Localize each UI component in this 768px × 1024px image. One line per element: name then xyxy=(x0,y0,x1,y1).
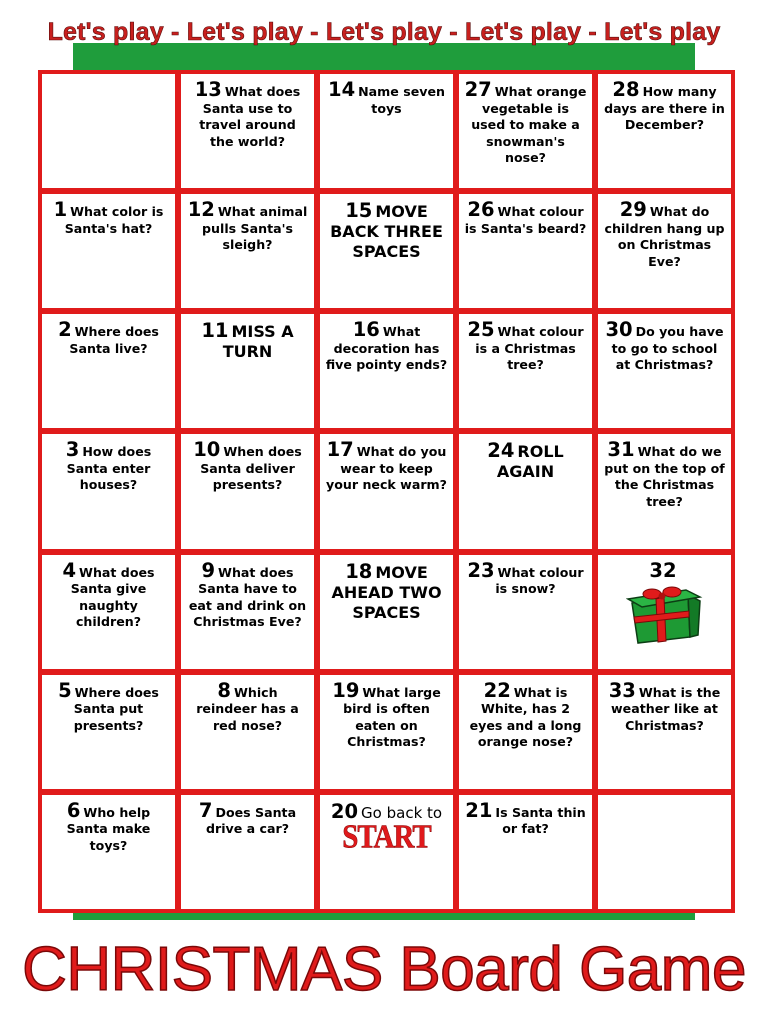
square-number: 22 xyxy=(483,678,511,702)
square-number: 10 xyxy=(193,438,221,462)
board-square xyxy=(42,434,175,548)
square-number: 25 xyxy=(467,318,495,342)
square-text: What does Santa have to eat and drink on Christmas Eve? xyxy=(188,564,307,630)
board-square xyxy=(181,314,314,428)
square-number: 11 xyxy=(201,319,229,343)
square-number: 17 xyxy=(326,438,354,462)
square-text: Is Santa thin or fat? xyxy=(495,804,586,837)
square-number: 14 xyxy=(328,78,356,101)
square-text: What is the weather like at Christmas? xyxy=(611,684,721,733)
board-square xyxy=(42,675,175,789)
square-text: What do children hang up on Christmas Eve? xyxy=(604,204,725,269)
board-square xyxy=(42,555,175,669)
board-square xyxy=(320,194,453,308)
board-square xyxy=(181,194,314,308)
board-square xyxy=(42,194,175,308)
square-number: 20 xyxy=(330,799,359,823)
board-square xyxy=(459,314,592,428)
square-text: Where does Santa put presents? xyxy=(73,684,159,733)
square-text: Where does Santa live? xyxy=(69,324,159,356)
board-square xyxy=(598,314,731,428)
board-square xyxy=(459,74,592,188)
square-text: Go back to xyxy=(361,803,443,822)
footer-title: CHRISTMAS Board Game xyxy=(22,935,746,1004)
square-number: 7 xyxy=(198,798,213,822)
square-number: 30 xyxy=(605,318,633,342)
square-number: 33 xyxy=(608,678,636,702)
header-title: Let's play - Let's play - Let's play - Let's play - Let's play xyxy=(47,18,721,46)
square-text: What decoration has five pointy ends? xyxy=(325,324,448,373)
square-text: How does Santa enter houses? xyxy=(66,444,152,493)
square-text: MISS A TURN xyxy=(222,322,294,362)
square-text: Name seven toys xyxy=(358,84,445,116)
square-text: What colour is Santa's beard? xyxy=(464,204,587,236)
board-square xyxy=(459,675,592,789)
square-number: 2 xyxy=(58,318,72,342)
board-square xyxy=(42,795,175,909)
square-text: What does Santa use to travel around the world? xyxy=(199,84,301,149)
board-square xyxy=(181,675,314,789)
board-square xyxy=(598,675,731,789)
game-board xyxy=(38,70,735,913)
square-text: What colour is snow? xyxy=(495,564,584,597)
board-square xyxy=(181,795,314,909)
square-text: What colour is a Christmas tree? xyxy=(475,324,584,373)
board-square xyxy=(598,194,731,308)
square-number: 12 xyxy=(187,198,215,222)
board-square xyxy=(598,795,731,909)
square-text: What animal pulls Santa's sleigh? xyxy=(202,204,308,253)
board-square xyxy=(42,314,175,428)
square-number: 4 xyxy=(62,558,77,582)
square-number: 28 xyxy=(612,78,640,101)
board-square xyxy=(181,555,314,669)
board-square xyxy=(459,555,592,669)
square-text: When does Santa deliver presents? xyxy=(200,444,302,493)
square-number: 15 xyxy=(345,199,373,223)
board-square xyxy=(598,434,731,548)
square-number: 21 xyxy=(465,798,493,822)
board-square xyxy=(320,675,453,789)
gift-box-icon xyxy=(626,585,704,645)
board-square xyxy=(42,74,175,188)
square-text: What color is Santa's hat? xyxy=(64,204,164,236)
board-square xyxy=(181,74,314,188)
square-number: 18 xyxy=(345,559,373,583)
square-number: 1 xyxy=(53,198,68,222)
square-number: 9 xyxy=(201,558,216,582)
square-number: 24 xyxy=(487,439,515,463)
square-text: ROLL AGAIN xyxy=(496,442,564,482)
board-square xyxy=(459,434,592,548)
board-square xyxy=(459,194,592,308)
square-text: What does Santa give naughty children? xyxy=(70,564,155,630)
board-square xyxy=(320,314,453,428)
board-square xyxy=(181,434,314,548)
square-number: 31 xyxy=(607,438,635,462)
board-square xyxy=(320,555,453,669)
square-text: Who help Santa make toys? xyxy=(66,804,151,853)
square-text: MOVE BACK THREE SPACES xyxy=(330,202,443,262)
square-number: 3 xyxy=(65,438,80,462)
square-number: 29 xyxy=(619,198,647,222)
square-number: 13 xyxy=(194,78,222,101)
square-number: 5 xyxy=(58,678,72,702)
square-text: What orange vegetable is used to make a snowman's nose? xyxy=(471,84,587,165)
square-text: What large bird is often eaten on Christmas? xyxy=(343,684,441,750)
square-text: MOVE AHEAD TWO SPACES xyxy=(331,562,442,622)
square-text: Which reindeer has a red nose? xyxy=(196,684,299,733)
board-square xyxy=(598,74,731,188)
square-text: What do you wear to keep your neck warm? xyxy=(326,444,447,493)
start-label: START xyxy=(342,818,431,856)
board-square xyxy=(320,795,453,909)
square-number: 8 xyxy=(217,678,231,702)
board-square xyxy=(459,795,592,909)
square-number: 32 xyxy=(649,558,677,582)
square-text: Do you have to go to school at Christmas? xyxy=(611,324,724,373)
square-text: What do we put on the top of the Christmas tree? xyxy=(604,444,725,509)
square-number: 19 xyxy=(332,678,360,702)
square-text: How many days are there in December? xyxy=(604,84,725,132)
square-number: 27 xyxy=(464,78,492,101)
square-number: 23 xyxy=(467,558,495,582)
board-square xyxy=(598,555,731,669)
square-text: Does Santa drive a car? xyxy=(205,804,297,837)
square-text: What is White, has 2 eyes and a long orange nose? xyxy=(469,684,582,750)
square-number: 6 xyxy=(66,798,81,822)
board-square xyxy=(320,434,453,548)
square-number: 26 xyxy=(467,198,495,222)
square-number: 16 xyxy=(352,318,380,342)
board-square xyxy=(320,74,453,188)
